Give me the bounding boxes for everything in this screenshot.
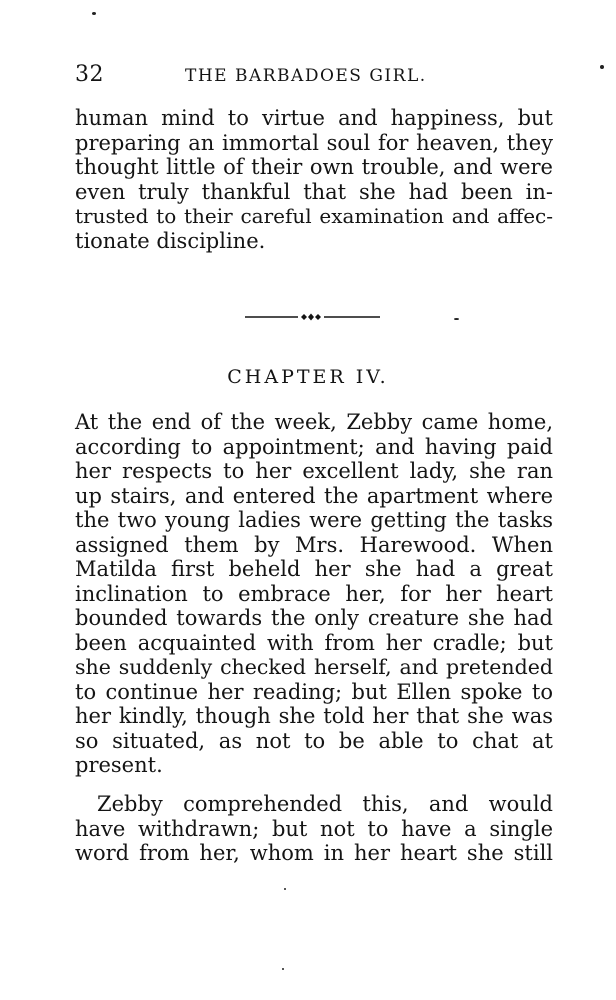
text-line: so situated, as not to be able to chat at [75,728,553,753]
text-line: up stairs, and entered the apartment where [75,483,553,508]
paragraph-continued [75,106,553,253]
text-line: trusted to their careful examination and affec- [75,204,553,228]
print-speck [454,318,459,320]
text-line: thought little of their own trouble, and were [75,155,553,179]
print-speck [600,65,604,69]
paragraph-next [75,792,553,866]
text-line: inclination to embrace her, for her heart [75,581,553,606]
text-line: human mind to virtue and happiness, but [75,106,553,130]
text-line: tionate discipline. [75,228,266,253]
print-speck [92,12,96,15]
page-number: 32 [75,62,104,87]
print-speck [282,968,284,970]
text-line: to continue her reading; but Ellen spoke to [75,679,553,704]
section-divider-ornament [245,312,380,322]
text-line: preparing an immortal soul for heaven, they [75,130,553,155]
text-line: been acquainted with from her cradle; but [75,630,553,655]
text-line: bounded towards the only creature she had [75,606,553,630]
text-line: assigned them by Mrs. Harewood. When [75,532,553,557]
print-speck [284,888,286,890]
text-line: her kindly, though she told her that she was [75,704,553,728]
text-line: Zebby comprehended this, and would [97,792,553,816]
text-line: present. [75,753,163,777]
running-head: THE BARBADOES GIRL. [185,66,427,86]
text-line: she suddenly checked herself, and pretended [75,655,553,679]
text-line: the two young ladies were getting the tasks [75,508,553,532]
paragraph-chapter-opening [75,410,553,778]
text-line: have withdrawn; but not to have a single [75,816,553,841]
text-line: according to appointment; and having paid [75,434,553,459]
chapter-heading: CHAPTER IV. [227,366,389,388]
text-line: word from her, whom in her heart she still [75,841,553,865]
text-line: even truly thankful that she had been in- [75,179,553,204]
text-line-first: At the end of the week, Zebby came home, [75,410,553,434]
text-line: Matilda first beheld her she had a great [75,557,553,581]
page-header [75,62,550,92]
text-line: her respects to her excellent lady, she ran [75,459,553,483]
